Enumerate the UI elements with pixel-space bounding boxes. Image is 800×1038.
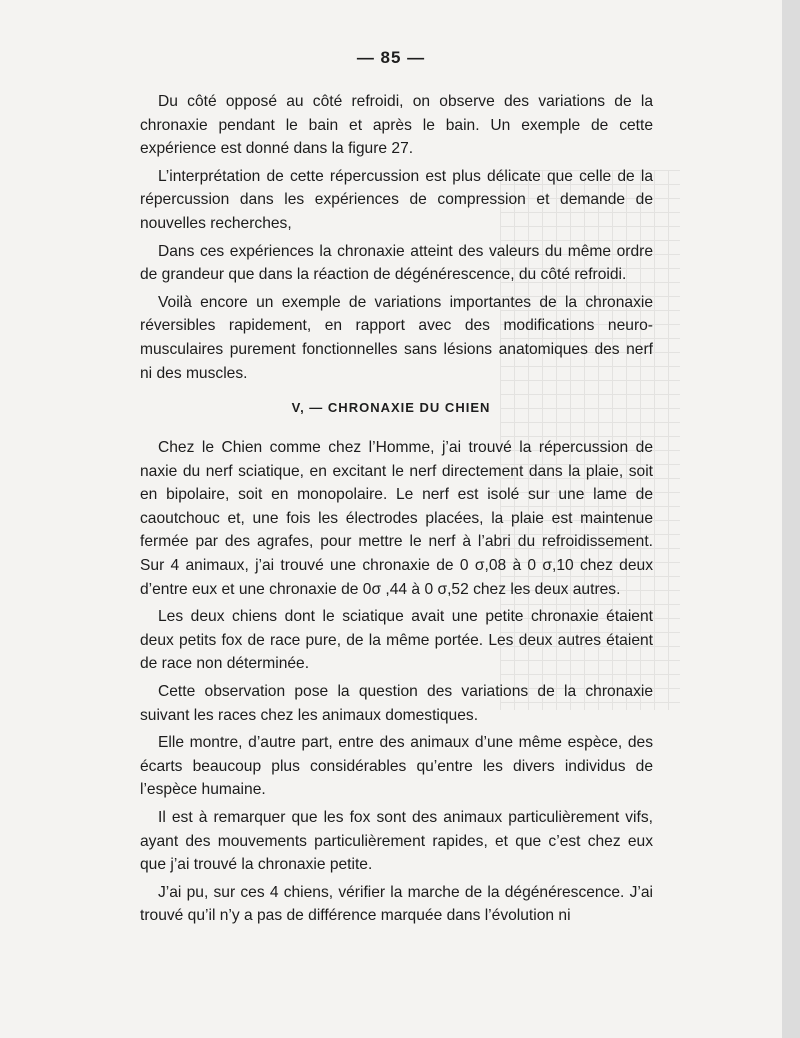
paragraph: L’interprétation de cette répercussion est plus délicate que celle de la répercussion dans les expériences de compression et demande de nouvelles recherches, bbox=[140, 167, 653, 232]
paragraph: Dans ces expériences la chronaxie atteint des valeurs du même ordre de grandeur que dans la réaction de dégénérescence, du côté refroidi. bbox=[140, 242, 653, 284]
paragraph: Voilà encore un exemple de variations importantes de la chronaxie réversibles rapidement, en rapport avec des modifications neuro-musculaires purement fonctionnelles sans lésions anatomiques des nerf ni des muscles. bbox=[140, 293, 653, 382]
paragraph: J’ai pu, sur ces 4 chiens, vérifier la marche de la dégénérescence. J’ai trouvé qu’il n’y a pas de différence marquée dans l’évolution ni bbox=[140, 883, 653, 925]
page-number: — 85 — bbox=[356, 48, 426, 67]
page-edge bbox=[782, 0, 800, 1038]
paragraph: Cette observation pose la question des variations de la chronaxie suivant les races chez les animaux domestiques. bbox=[140, 682, 653, 724]
paragraph: Du côté opposé au côté refroidi, on observe des variations de la chronaxie pendant le bain et après le bain. Un exemple de cette expérience est donné dans la figure 27. bbox=[140, 93, 653, 158]
paragraph: Chez le Chien comme chez l’Homme, j’ai trouvé la répercussion de naxie du nerf sciatique, en excitant le nerf directement dans la plaie, soit en bipolaire, soit en monopolaire. Le nerf est isolé sur une lame de caoutchouc et, une fois les électrodes placées, la plaie est maintenue fermée par des agrafes, pour mettre le nerf à l’abri du refroidissement. Sur 4 animaux, j’ai trouvé une chronaxie de 0 σ,08 à 0 σ,10 chez deux d’entre eux et une chronaxie de 0σ ,44 à 0 σ,52 chez les deux autres. bbox=[140, 439, 653, 598]
section-heading: V, — CHRONAXIE DU CHIEN bbox=[291, 400, 491, 415]
paragraph: Les deux chiens dont le sciatique avait une petite chronaxie étaient deux petits fox de race pure, de la même portée. Les deux autres étaient de race non déterminée. bbox=[140, 608, 653, 673]
paragraph: Elle montre, d’autre part, entre des animaux d’une même espèce, des écarts beaucoup plus considérables qu’entre les divers individus de l’espèce humaine. bbox=[140, 734, 653, 799]
paragraph: Il est à remarquer que les fox sont des animaux particulièrement vifs, ayant des mouvements particulièrement rapides, et que c’est chez eux que j’ai trouvé la chronaxie petite. bbox=[140, 808, 653, 874]
text-block-before-heading bbox=[140, 90, 653, 389]
text-block-after-heading bbox=[140, 436, 653, 932]
